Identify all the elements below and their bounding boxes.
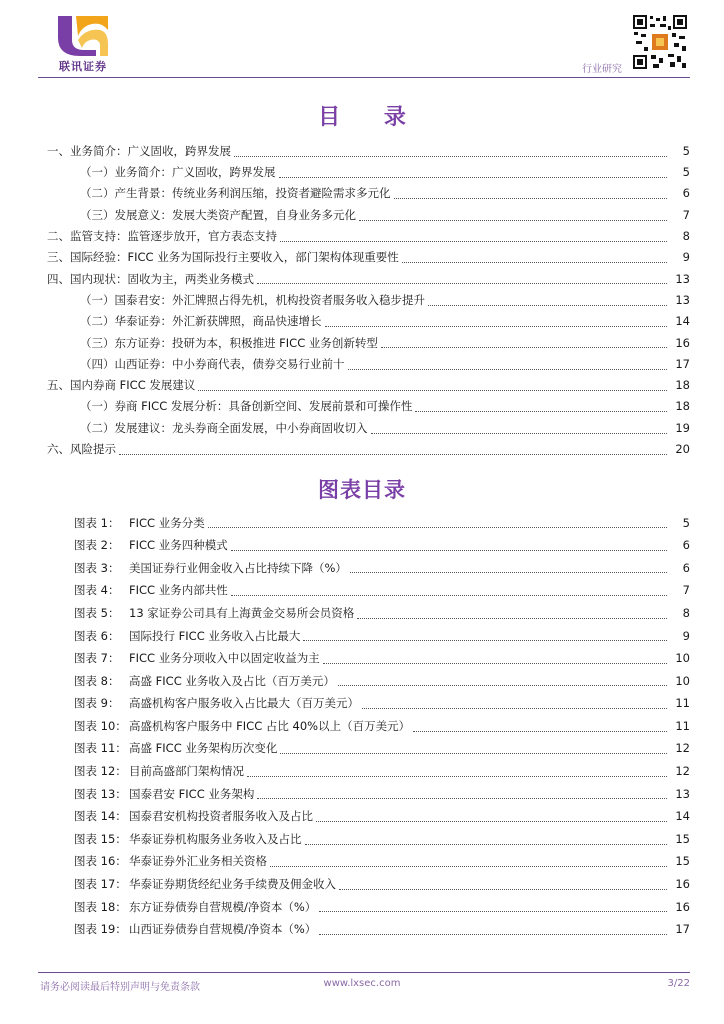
toc-entry-text: （一）业务简介：广义固收，跨界发展 [80,165,276,180]
figure-title: 美国证券行业佣金收入占比持续下降（%） [129,560,347,575]
dot-leader [231,549,667,551]
figure-title: 国际投行 FICC 业务收入占比最大 [129,628,301,643]
logo-mark-icon [52,10,114,58]
dot-leader [362,707,667,709]
figure-label: 图表 16： [74,854,127,869]
figure-label: 图表 8： [74,673,120,688]
dot-leader [280,240,667,242]
toc-entry-page: 13 [675,292,690,307]
figure-page: 9 [682,628,690,643]
figure-label: 图表 12： [74,764,127,779]
toc-entry-text: 三、国际经验：FICC 业务为国际投行主要收入，部门架构体现重要性 [47,250,399,265]
dot-leader [428,304,667,306]
toc-entry-page: 5 [682,165,690,180]
figure-page: 12 [675,741,690,756]
dot-leader [231,594,667,596]
dot-leader [305,843,668,845]
toc-entry-page: 19 [675,420,690,435]
figure-page: 8 [682,605,690,620]
dot-leader [279,176,668,178]
figure-title: 华泰证券外汇业务相关资格 [129,854,267,869]
dot-leader [316,820,667,822]
company-name: 联讯证券 [59,60,107,73]
figure-page: 5 [682,515,690,530]
footer-page-number: 3/22 [667,978,690,989]
figure-entry[interactable] [0,828,724,851]
figure-title: FICC 业务分项收入中以固定收益为主 [129,651,320,666]
figure-page: 14 [675,809,690,824]
figures-title: 图表目录 [318,478,406,502]
figure-entry[interactable] [0,715,724,738]
figure-page: 11 [675,696,690,711]
toc-entry-text: 一、业务简介：广义固收，跨界发展 [47,143,231,158]
figure-label: 图表 19： [74,922,127,937]
figure-entry[interactable] [0,919,724,942]
company-logo [52,10,114,72]
figure-title: 目前高盛部门架构情况 [129,764,244,779]
toc-entry-page: 18 [675,378,690,393]
figure-page: 17 [675,922,690,937]
figure-entry[interactable] [0,512,724,535]
figure-label: 图表 5： [74,605,120,620]
toc-entry[interactable] [0,333,724,354]
figure-entry[interactable] [0,851,724,874]
dot-leader [257,282,667,284]
dot-leader [280,752,667,754]
dot-leader [325,325,668,327]
header-divider [38,77,690,78]
figure-title: 国泰君安 FICC 业务架构 [129,786,255,801]
figure-title: 华泰证券机构服务业务收入及占比 [129,831,302,846]
figure-entry[interactable] [0,738,724,761]
figure-label: 图表 2： [74,538,120,553]
dot-leader [257,797,667,799]
figure-label: 图表 10： [74,718,127,733]
dot-leader [415,410,667,412]
toc-entry-page: 13 [675,271,690,286]
toc-entry[interactable] [0,226,724,247]
figure-page: 15 [675,831,690,846]
figure-label: 图表 15： [74,831,127,846]
table-of-contents [0,141,724,460]
figure-entry[interactable] [0,580,724,603]
figure-page: 15 [675,854,690,869]
figure-title: 高盛 FICC 业务架构历次变化 [129,741,278,756]
toc-entry-page: 17 [675,356,690,371]
figure-title: FICC 业务分类 [129,515,205,530]
figure-entry[interactable] [0,783,724,806]
qr-code-icon [632,14,688,70]
toc-entry-page: 18 [675,399,690,414]
toc-entry-text: （二）发展建议：龙头券商全面发展，中小券商固收切入 [80,420,368,435]
figure-title: 高盛机构客户服务收入占比最大（百万美元） [129,696,359,711]
figure-label: 图表 17： [74,877,127,892]
toc-entry[interactable] [0,397,724,418]
figure-entry[interactable] [0,806,724,829]
toc-entry-text: （二）产生背景：传统业务利润压缩，投资者避险需求多元化 [80,186,391,201]
figure-entry[interactable] [0,557,724,580]
toc-entry[interactable] [0,269,724,290]
figure-title: FICC 业务内部共性 [129,583,228,598]
dot-leader [339,888,667,890]
toc-entry-page: 20 [675,442,690,457]
figure-label: 图表 3： [74,560,120,575]
toc-entry-text: （一）国泰君安：外汇牌照占得先机，机构投资者服务收入稳步提升 [80,292,425,307]
dot-leader [303,639,667,641]
dot-leader [319,910,667,912]
toc-entry-page: 16 [675,335,690,350]
figure-label: 图表 9： [74,696,120,711]
page-header [0,0,724,80]
figure-entry[interactable] [0,761,724,784]
dot-leader [247,775,667,777]
dot-leader [357,617,667,619]
dot-leader [381,346,667,348]
figure-label: 图表 4： [74,583,120,598]
toc-entry[interactable] [0,247,724,268]
toc-entry-page: 5 [682,143,690,158]
figure-title: 13 家证券公司具有上海黄金交易所会员资格 [129,605,355,620]
figure-page: 16 [675,877,690,892]
toc-entry-text: （三）发展意义：发展大类资产配置，自身业务多元化 [80,207,356,222]
figure-label: 图表 6： [74,628,120,643]
dot-leader [234,155,667,157]
dot-leader [208,526,667,528]
figure-entry[interactable] [0,648,724,671]
figure-title: 华泰证券期货经纪业务手续费及佣金收入 [129,877,336,892]
figure-label: 图表 14： [74,809,127,824]
dot-leader [319,933,667,935]
figure-entry[interactable] [0,625,724,648]
toc-entry-page: 6 [682,186,690,201]
figure-label: 图表 1： [74,515,120,530]
toc-entry-page: 7 [682,207,690,222]
toc-entry[interactable] [0,184,724,205]
figure-page: 10 [675,673,690,688]
figure-title: 国泰君安机构投资者服务收入及占比 [129,809,313,824]
toc-entry[interactable] [0,375,724,396]
toc-entry-text: 五、国内券商 FICC 发展建议 [47,378,196,393]
toc-entry-text: （四）山西证券：中小券商代表，债券交易行业前十 [80,356,345,371]
figure-entry[interactable] [0,874,724,897]
footer-disclaimer: 请务必阅读最后特别声明与免责条款 [40,982,200,993]
figure-label: 图表 7： [74,651,120,666]
footer-website[interactable]: www.lxsec.com [323,978,401,989]
toc-entry[interactable] [0,418,724,439]
figure-page: 7 [682,583,690,598]
toc-entry-text: （二）华泰证券：外汇新获牌照，商品快速增长 [80,314,322,329]
toc-entry-page: 14 [675,314,690,329]
dot-leader [348,368,668,370]
figure-entry[interactable] [0,693,724,716]
figure-entry[interactable] [0,535,724,558]
toc-entry-text: （三）东方证券：投研为本，积极推进 FICC 业务创新转型 [80,335,378,350]
figure-page: 10 [675,651,690,666]
figure-title: 高盛 FICC 业务收入及占比（百万美元） [129,673,335,688]
figure-page: 6 [682,560,690,575]
figure-entry[interactable] [0,602,724,625]
dot-leader [359,219,667,221]
toc-entry[interactable] [0,205,724,226]
dot-leader [270,865,667,867]
toc-entry-page: 9 [682,250,690,265]
figure-page: 12 [675,764,690,779]
figure-entry[interactable] [0,670,724,693]
toc-entry[interactable] [0,162,724,183]
report-category: 行业研究 [582,64,622,75]
figure-page: 13 [675,786,690,801]
figure-page: 11 [675,718,690,733]
dot-leader [350,571,667,573]
toc-entry-text: 四、国内现状：固收为主，两类业务模式 [47,271,254,286]
figure-list [0,512,724,941]
figure-title: 高盛机构客户服务中 FICC 占比 40%以上（百万美元） [129,718,411,733]
dot-leader [338,684,667,686]
toc-entry-text: （一）券商 FICC 发展分析：具备创新空间、发展前景和可操作性 [80,399,413,414]
figure-label: 图表 11： [74,741,127,756]
figure-page: 16 [675,899,690,914]
toc-entry-text: 二、监管支持：监管逐步放开，官方表态支持 [47,229,277,244]
dot-leader [119,453,667,455]
figure-label: 图表 13： [74,786,127,801]
toc-entry[interactable] [0,439,724,460]
figure-title: FICC 业务四种模式 [129,538,228,553]
figure-entry[interactable] [0,896,724,919]
toc-entry[interactable] [0,354,724,375]
figure-page: 6 [682,538,690,553]
toc-entry[interactable] [0,141,724,162]
toc-entry[interactable] [0,311,724,332]
toc-entry[interactable] [0,290,724,311]
toc-entry-text: 六、风险提示 [47,442,116,457]
dot-leader [323,662,667,664]
toc-title: 目 录 [318,105,424,130]
figure-title: 山西证券债券自营规模/净资本（%） [129,922,317,937]
dot-leader [198,389,667,391]
toc-entry-page: 8 [682,229,690,244]
dot-leader [394,197,668,199]
dot-leader [413,730,667,732]
figure-title: 东方证券债券自营规模/净资本（%） [129,899,317,914]
dot-leader [371,432,668,434]
footer-divider [38,972,690,973]
figure-label: 图表 18： [74,899,127,914]
dot-leader [402,261,667,263]
